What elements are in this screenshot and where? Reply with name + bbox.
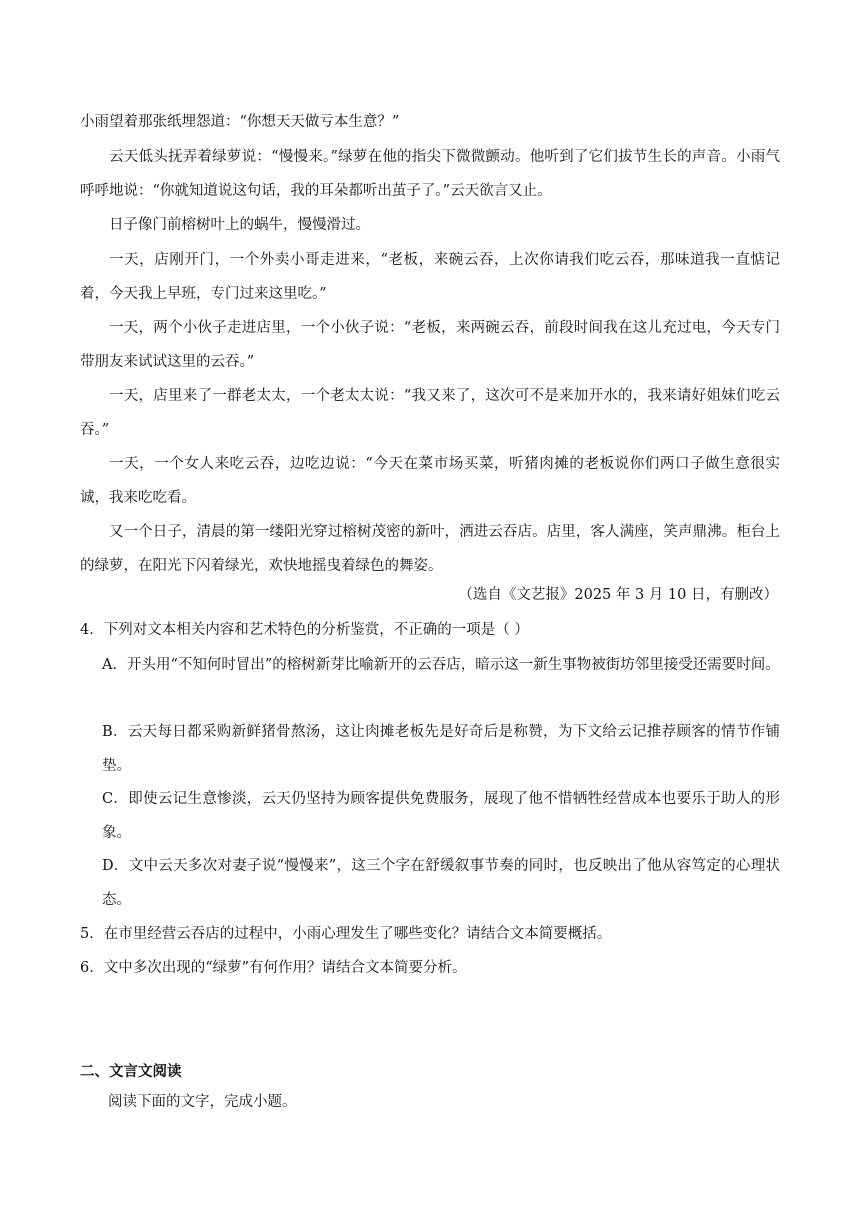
section-instruction: 阅读下面的文字，完成小题。 [108,1094,297,1110]
story-paragraph-1: 小雨望着那张纸埋怨道：“你想天天做亏本生意？” [80,114,400,130]
story-paragraph-8: 又一个日子，清晨的第一缕阳光穿过榕树茂密的新叶，洒进云吞店。店里，客人满座，笑声鼎沸。柜台上的绿萝，在阳光下闪着绿光，欢快地摇曳着绿色的舞姿。 [80,524,780,574]
story-paragraph-5: 一天，两个小伙子走进店里，一个小伙子说：“老板，来两碗云吞，前段时间我在这儿充过电，今天专门带朋友来试试这里的云吞。” [80,320,780,370]
question-4-stem: 4．下列对文本相关内容和艺术特色的分析鉴赏，不正确的一项是（ ） [80,622,529,638]
story-paragraph-4: 一天，店刚开门，一个外卖小哥走进来，“老板，来碗云吞，上次你请我们吃云吞，那味道我一直惦记着，今天我上早班，专门过来这里吃。” [80,252,780,302]
story-paragraph-2: 云天低头抚弄着绿萝说：“慢慢来。”绿萝在他的指尖下微微颤动。他听到了它们拔节生长的声音。小雨气呼呼地说：“你就知道说这句话，我的耳朵都听出茧子了。”云天欲言又止。 [80,149,780,199]
source-citation: （选自《文艺报》2025 年 3 月 10 日，有删改） [458,587,778,603]
question-4-option-a: A．开头用“不知何时冒出”的榕树新芽比喻新开的云吞店，暗示这一新生事物被街坊邻里接受还需要时间。 [102,657,780,673]
story-paragraph-7: 一天，一个女人来吃云吞，边吃边说：“今天在菜市场买菜，听猪肉摊的老板说你们两口子做生意很实诚，我来吃吃看。 [80,456,780,506]
question-4-option-b: B．云天每日都采购新鲜猪骨熬汤，这让肉摊老板先是好奇后是称赞，为下文给云记推荐顾客的情节作铺垫。 [102,724,780,774]
question-6: 6．文中多次出现的“绿萝”有何作用？请结合文本简要分析。 [80,960,467,976]
story-paragraph-6: 一天，店里来了一群老太太，一个老太太说：“我又来了，这次可不是来加开水的，我来请好姐妹们吃云吞。” [80,388,780,438]
story-paragraph-3: 日子像门前榕树叶上的蜗牛，慢慢滑过。 [109,217,370,233]
question-5: 5．在市里经营云吞店的过程中，小雨心理发生了哪些变化？请结合文本简要概括。 [80,926,612,942]
section-title-classical-chinese: 二、文言文阅读 [80,1064,182,1080]
question-4-option-d: D．文中云天多次对妻子说“慢慢来”，这三个字在舒缓叙事节奏的同时，也反映出了他从容笃定的心理状态。 [102,858,780,908]
question-4-option-c: C．即使云记生意惨淡，云天仍坚持为顾客提供免费服务，展现了他不惜牺牲经营成本也要乐于助人的形象。 [102,791,780,841]
